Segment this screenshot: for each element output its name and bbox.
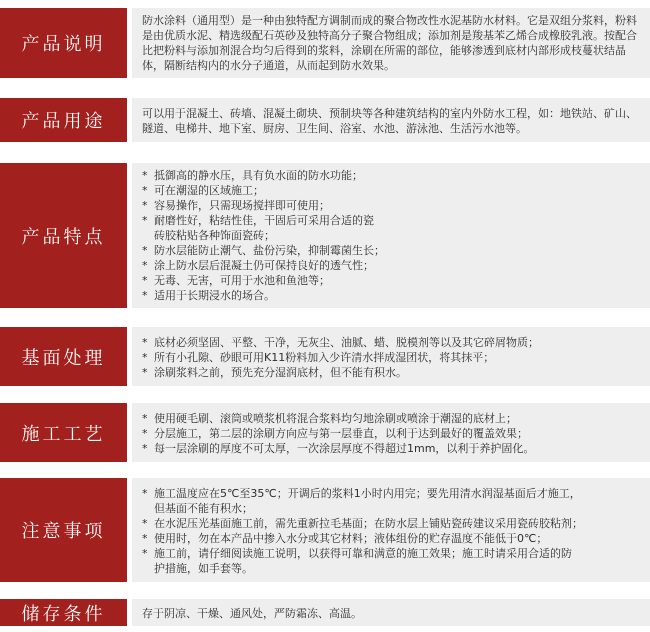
section-label: 产品用途 (0, 98, 127, 142)
bullet-star-icon: * (142, 426, 148, 440)
section-surface-preparation (0, 327, 650, 386)
section-label: 储存条件 (0, 599, 127, 626)
bullet-star-icon: * (142, 274, 148, 287)
bullet-star-icon: * (142, 531, 148, 545)
list-item: * 每一层涂刷的厚度不可太厚，一次涂层厚度不得超过1mm，以利于养护固化。 (142, 441, 535, 455)
section-label: 基面处理 (0, 327, 127, 386)
list-item: * 耐磨性好，粘结性佳，干固后可采用合适的瓷 (142, 214, 374, 227)
section-content (132, 478, 650, 582)
bullet-star-icon: * (142, 350, 148, 364)
section-content (132, 98, 650, 142)
list-item: * 可在潮湿的区域施工； (142, 184, 264, 197)
bullet-star-icon: * (142, 546, 148, 560)
section-label: 注意事项 (0, 478, 127, 582)
list-item: * 涂刷浆料之前，预先充分湿润底材，但不能有积水。 (142, 365, 407, 379)
section-content (132, 163, 650, 308)
bullet-star-icon: * (142, 289, 148, 302)
list-item: * 适用于长期浸水的场合。 (142, 289, 275, 302)
bullet-star-icon: * (142, 259, 148, 272)
list-item: * 施工前，请仔细阅读施工说明，以获得可靠和满意的施工效果；施工时请采用合适的防 (142, 546, 572, 560)
section-storage-conditions (0, 599, 650, 626)
section-text: 防水涂料（通用型）是一种由独特配方调制而成的聚合物改性水泥基防水材料。它是双组分浆料，粉料是由优质水泥、精选级配石英砂及独特高分子聚合物组成；添加剂是羧基苯乙烯合成橡胶乳液。按配合比把粉料与添加剂混合均匀后得到的浆料，涂刷在所需的部位，能够渗透到底材内部形成枝蔓状结晶体，隔断结构内的水分子通道，从而起到防水效果。 (142, 14, 637, 72)
list-item: * 涂上防水层后混凝土仍可保持良好的透气性； (142, 259, 374, 272)
section-construction-process (0, 403, 650, 462)
bullet-star-icon: * (142, 244, 148, 257)
list-item: * 底材必须坚固、平整、干净，无灰尘、油腻、蜡、脱模剂等以及其它碎屑物质； (142, 335, 539, 349)
section-product-features (0, 163, 650, 308)
section-label: 产品特点 (0, 163, 127, 308)
section-content (132, 8, 650, 78)
bullet-star-icon: * (142, 441, 148, 455)
list-item: * 所有小孔隙、砂眼可用K11粉料加入少许清水拌成湿团状，将其抹平； (142, 350, 495, 364)
section-content (132, 403, 650, 462)
list-item: * 分层施工，第二层的涂刷方向应与第一层垂直，以利于达到最好的覆盖效果； (142, 426, 528, 440)
bullet-star-icon: * (142, 486, 148, 500)
list-item: * 防水层能防止潮气、盐份污染，抑制霉菌生长； (142, 244, 385, 257)
bullet-star-icon: * (142, 214, 148, 227)
list-item: * 无毒、无害，可用于水池和鱼池等； (142, 274, 330, 287)
list-item-continuation: 护措施，如手套等。 (154, 561, 253, 575)
bullet-star-icon: * (142, 169, 148, 182)
list-item: * 容易操作，只需现场搅拌即可使用； (142, 199, 330, 212)
section-content (132, 327, 650, 386)
bullet-star-icon: * (142, 516, 148, 530)
section-label: 产品说明 (0, 8, 127, 78)
section-product-usage (0, 98, 650, 142)
section-product-description (0, 8, 650, 78)
section-text: 可以用于混凝土、砖墙、混凝土砌块、预制块等各种建筑结构的室内外防水工程，如：地铁站、矿山、隧道、电梯井、地下室、厨房、卫生间、浴室、水池、游泳池、生活污水池等。 (142, 106, 637, 135)
list-item: * 在水泥压光基面施工前，需先重新拉毛基面；在防水层上铺贴瓷砖建议采用瓷砖胶粘剂； (142, 516, 583, 530)
bullet-star-icon: * (142, 199, 148, 212)
bullet-star-icon: * (142, 411, 148, 425)
section-precautions (0, 478, 650, 582)
list-item: * 使用硬毛刷、滚筒或喷浆机将混合浆料均匀地涂刷或喷涂于潮湿的底材上； (142, 411, 517, 425)
bullet-star-icon: * (142, 184, 148, 197)
section-label: 施工工艺 (0, 403, 127, 462)
list-item-continuation: 砖胶粘贴各种饰面瓷砖； (154, 229, 275, 242)
list-item: * 施工温度应在5℃至35℃；开调后的浆料1小时内用完；要先用清水润湿基面后才施工， (142, 486, 581, 500)
list-item-continuation: 但基面不能有积水； (154, 501, 253, 515)
bullet-star-icon: * (142, 365, 148, 379)
list-item: * 使用时，勿在本产品中掺入水分或其它材料；液体组份的贮存温度不能低于0℃； (142, 531, 548, 545)
section-text: 存于阴凉、干燥、通风处，严防霜冻、高温。 (142, 606, 362, 620)
bullet-star-icon: * (142, 335, 148, 349)
section-content (132, 599, 650, 626)
list-item: * 抵御高的静水压，具有负水面的防水功能； (142, 169, 363, 182)
